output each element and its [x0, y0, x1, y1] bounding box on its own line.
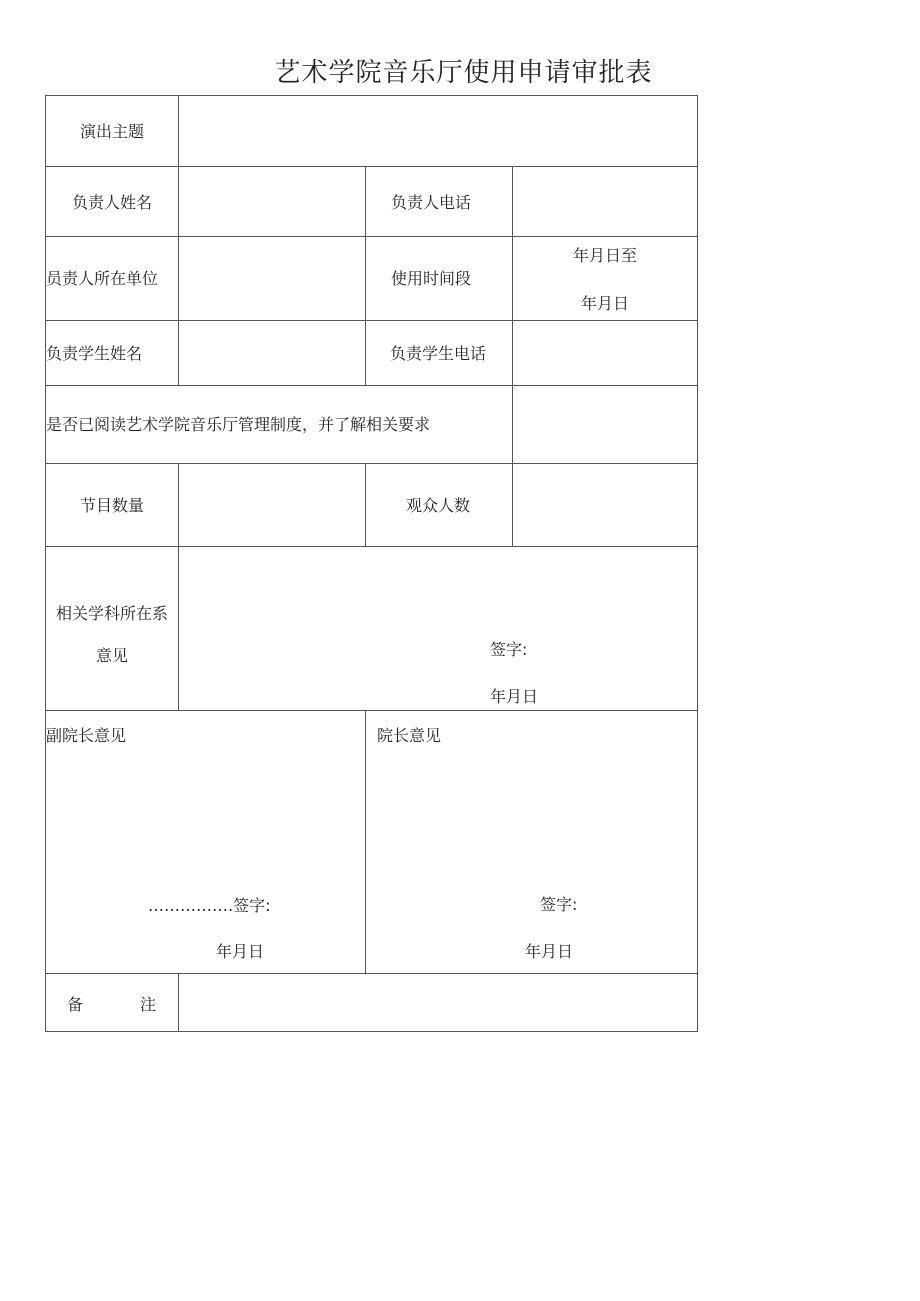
table-border-left	[45, 95, 46, 1032]
theme-label: 演出主题	[79, 122, 145, 141]
audience-count-label: 观众人数	[405, 496, 471, 515]
vice-dean-sign-label: …………….签字:	[148, 896, 271, 915]
program-count-label: 节目数量	[79, 496, 145, 515]
vice-dean-label: 副院长意见	[46, 726, 127, 745]
student-name-field[interactable]	[179, 321, 365, 385]
student-name-label: 负责学生姓名	[46, 344, 143, 363]
dean-label: 院长意见	[377, 726, 442, 745]
remarks-label-left: 备	[67, 995, 84, 1014]
leader-unit-label: 员责人所在单位	[46, 269, 159, 288]
dean-date-label: 年月日	[525, 942, 574, 961]
read-rules-field[interactable]	[513, 386, 697, 463]
row-divider	[45, 546, 698, 547]
col-divider	[365, 166, 366, 386]
dept-opinion-label-line1: 相关学科所在系	[55, 604, 169, 623]
leader-phone-field[interactable]	[513, 167, 697, 236]
program-count-field[interactable]	[179, 464, 365, 546]
leader-name-label: 负责人姓名	[71, 193, 153, 212]
dept-date-label: 年月日	[490, 687, 539, 706]
student-phone-field[interactable]	[513, 321, 697, 385]
row-divider	[45, 710, 698, 711]
vice-dean-date-label: 年月日	[216, 942, 265, 961]
theme-field[interactable]	[179, 96, 697, 166]
student-phone-label: 负责学生电话	[389, 344, 487, 363]
leader-name-field[interactable]	[179, 167, 365, 236]
table-border-right	[697, 95, 698, 1032]
leader-unit-field[interactable]	[179, 237, 365, 320]
time-period-label: 使用时间段	[390, 269, 472, 288]
col-divider	[365, 463, 366, 547]
page-title: 艺术学院音乐厅使用申请审批表	[274, 58, 653, 88]
table-border-bottom	[45, 1031, 698, 1032]
audience-count-field[interactable]	[513, 464, 697, 546]
dean-sign-label: 签字:	[540, 895, 578, 914]
time-period-start[interactable]: 年月日至	[572, 246, 638, 265]
col-divider	[365, 710, 366, 974]
row-divider	[45, 236, 698, 237]
remarks-label-right: 注	[140, 995, 157, 1014]
read-rules-label: 是否已阅读艺术学院音乐厅管理制度，并了解相关要求	[46, 415, 431, 434]
leader-phone-label: 负责人电话	[390, 193, 472, 212]
remarks-field[interactable]	[179, 974, 697, 1031]
dept-sign-label: 签字:	[490, 640, 528, 659]
dept-opinion-label-line2: 意见	[95, 646, 129, 665]
time-period-end[interactable]: 年月日	[580, 294, 630, 313]
